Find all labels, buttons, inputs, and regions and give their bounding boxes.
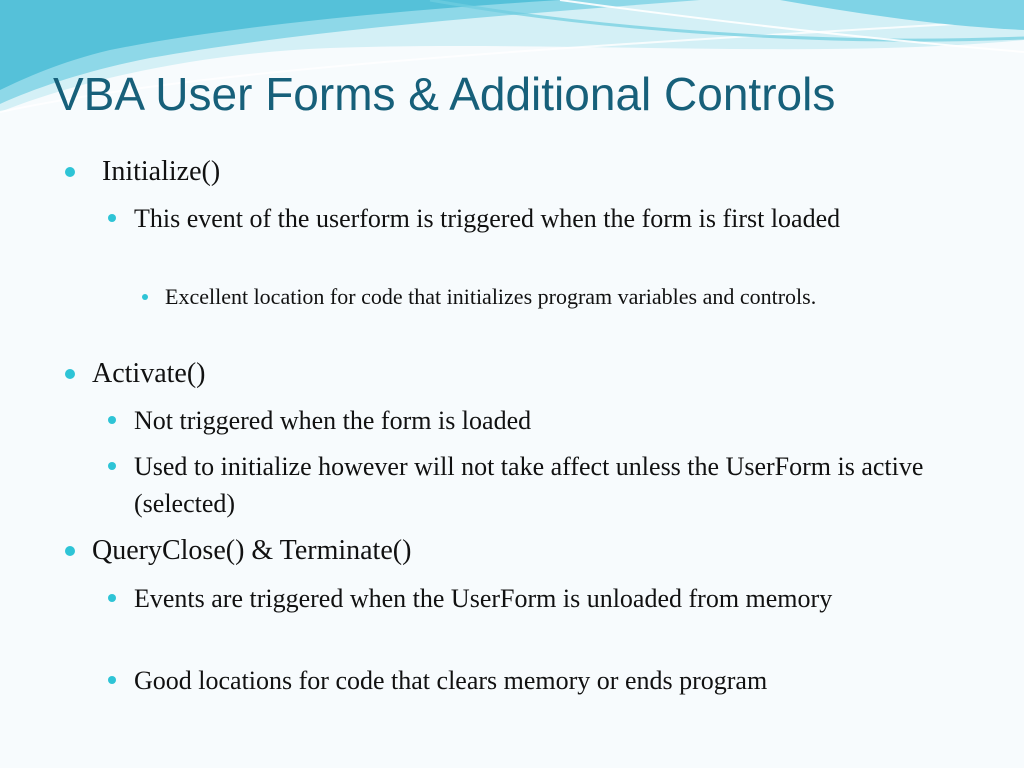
bullet-text: This event of the userform is triggered when the form is first loaded	[134, 204, 841, 233]
sub-bullet-not-triggered	[134, 402, 964, 439]
bullet-dot-icon	[65, 167, 75, 177]
bullet-dot-icon	[108, 462, 116, 470]
sub-sub-bullet-excellent-location	[165, 281, 945, 312]
bullet-activate	[92, 357, 206, 391]
slide-title: VBA User Forms & Additional Controls	[53, 68, 836, 120]
bullet-dot-icon	[65, 546, 75, 556]
bullet-text: Initialize()	[102, 156, 221, 187]
sub-bullet-events-triggered	[134, 580, 964, 617]
bullet-dot-icon	[108, 594, 116, 602]
bullet-text: Excellent location for code that initializes program variables and controls.	[165, 284, 817, 309]
bullet-dot-icon	[65, 369, 75, 379]
bullet-dot-icon	[142, 294, 148, 300]
bullet-text: QueryClose() & Terminate()	[92, 535, 412, 566]
sub-bullet-initialize-event	[134, 200, 964, 237]
sub-bullet-used-to-initialize	[134, 448, 964, 522]
bullet-text: Good locations for code that clears memory or ends program	[134, 666, 768, 695]
bullet-text: Activate()	[92, 358, 206, 389]
bullet-text: Not triggered when the form is loaded	[134, 406, 532, 435]
bullet-text: Used to initialize however will not take affect unless the UserForm is active (selected)	[134, 452, 924, 518]
bullet-dot-icon	[108, 416, 116, 424]
bullet-dot-icon	[108, 676, 116, 684]
bullet-text: Events are triggered when the UserForm is unloaded from memory	[134, 584, 833, 613]
bullet-dot-icon	[108, 214, 116, 222]
sub-bullet-good-locations	[134, 662, 964, 699]
bullet-queryclose-terminate	[92, 534, 411, 568]
bullet-initialize	[102, 155, 220, 189]
